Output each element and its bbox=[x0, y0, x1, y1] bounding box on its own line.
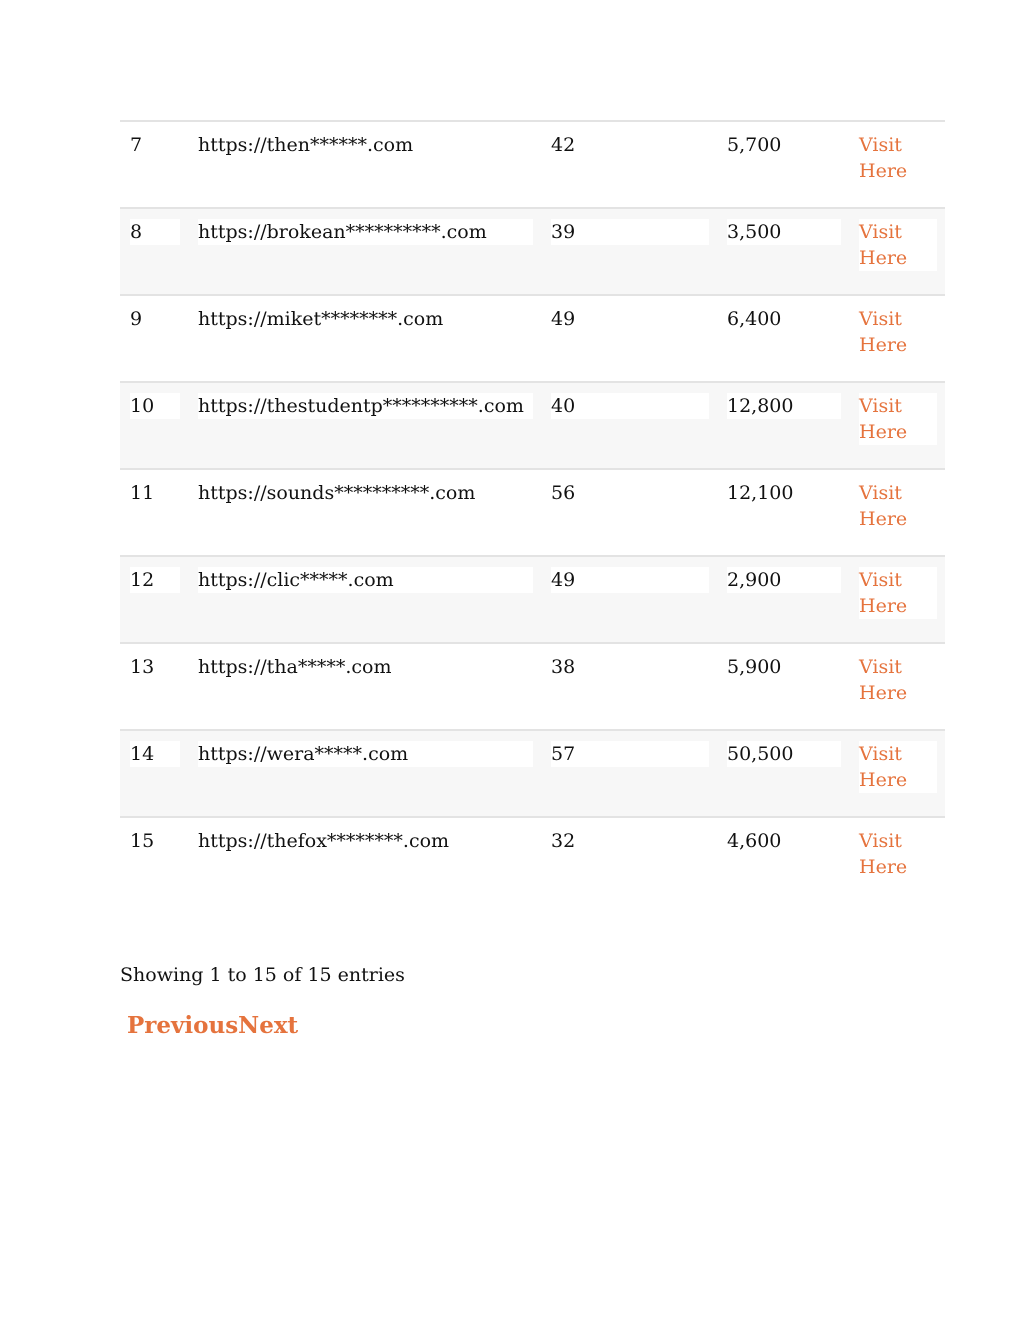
sites-table-container bbox=[120, 120, 908, 904]
table-row bbox=[120, 295, 945, 382]
domain-authority: 32 bbox=[551, 830, 576, 852]
visit-here-link[interactable]: Visit Here bbox=[859, 743, 908, 791]
traffic-value: 6,400 bbox=[727, 308, 782, 330]
row-number: 8 bbox=[130, 219, 180, 245]
domain-authority: 39 bbox=[551, 219, 709, 245]
next-button[interactable]: Next bbox=[238, 1012, 299, 1039]
site-url: https://tha*****.com bbox=[198, 656, 392, 678]
site-url: https://brokean**********.com bbox=[198, 219, 533, 245]
row-number: 12 bbox=[130, 567, 180, 593]
table-row bbox=[120, 556, 945, 643]
traffic-value: 5,700 bbox=[727, 134, 782, 156]
row-number: 15 bbox=[130, 830, 155, 852]
row-number: 13 bbox=[130, 656, 155, 678]
visit-here-link[interactable]: Visit Here bbox=[859, 482, 908, 530]
site-url: https://wera*****.com bbox=[198, 741, 533, 767]
table-row bbox=[120, 469, 945, 556]
visit-here-link[interactable]: Visit Here bbox=[859, 830, 908, 878]
visit-here-link[interactable]: Visit Here bbox=[859, 395, 908, 443]
traffic-value: 2,900 bbox=[727, 567, 841, 593]
visit-here-link[interactable]: Visit Here bbox=[859, 221, 908, 269]
table-row bbox=[120, 817, 945, 904]
sites-table bbox=[120, 120, 945, 904]
domain-authority: 38 bbox=[551, 656, 576, 678]
traffic-value: 12,800 bbox=[727, 393, 841, 419]
table-row bbox=[120, 382, 945, 469]
visit-here-link[interactable]: Visit Here bbox=[859, 134, 908, 182]
domain-authority: 40 bbox=[551, 393, 709, 419]
row-number: 14 bbox=[130, 741, 180, 767]
site-url: https://miket********.com bbox=[198, 308, 444, 330]
table-info-text: Showing 1 to 15 of 15 entries bbox=[120, 964, 405, 986]
site-url: https://thestudentp**********.com bbox=[198, 393, 533, 419]
table-row bbox=[120, 730, 945, 817]
traffic-value: 3,500 bbox=[727, 219, 841, 245]
visit-here-link[interactable]: Visit Here bbox=[859, 656, 908, 704]
row-number: 7 bbox=[130, 134, 143, 156]
site-url: https://then******.com bbox=[198, 134, 414, 156]
traffic-value: 4,600 bbox=[727, 830, 782, 852]
row-number: 9 bbox=[130, 308, 143, 330]
previous-button[interactable]: Previous bbox=[127, 1012, 239, 1039]
domain-authority: 57 bbox=[551, 741, 709, 767]
site-url: https://sounds**********.com bbox=[198, 482, 476, 504]
row-number: 11 bbox=[130, 482, 155, 504]
domain-authority: 49 bbox=[551, 308, 576, 330]
pagination bbox=[127, 1011, 298, 1041]
domain-authority: 56 bbox=[551, 482, 576, 504]
visit-here-link[interactable]: Visit Here bbox=[859, 308, 908, 356]
row-number: 10 bbox=[130, 393, 180, 419]
traffic-value: 50,500 bbox=[727, 741, 841, 767]
domain-authority: 49 bbox=[551, 567, 709, 593]
site-url: https://thefox********.com bbox=[198, 830, 450, 852]
traffic-value: 12,100 bbox=[727, 482, 794, 504]
visit-here-link[interactable]: Visit Here bbox=[859, 569, 908, 617]
table-row bbox=[120, 121, 945, 208]
table-row bbox=[120, 208, 945, 295]
site-url: https://clic*****.com bbox=[198, 567, 533, 593]
table-row bbox=[120, 643, 945, 730]
domain-authority: 42 bbox=[551, 134, 576, 156]
traffic-value: 5,900 bbox=[727, 656, 782, 678]
